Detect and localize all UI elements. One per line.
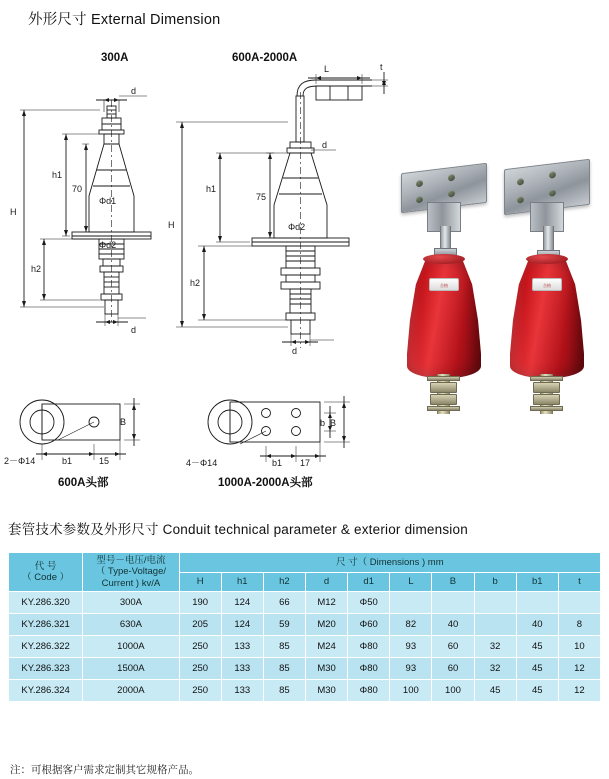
cell-t: 8 (558, 614, 600, 636)
cell-d1: Φ80 (348, 680, 390, 702)
spec-table-head (9, 553, 601, 592)
cell-t: 10 (558, 636, 600, 658)
cell-h1: 133 (221, 636, 263, 658)
cell-t: 12 (558, 680, 600, 702)
cell-t: 12 (558, 658, 600, 680)
product-photo-left (397, 150, 492, 415)
label-phi-d1: Φd1 (99, 196, 117, 206)
insulator-top-ring (526, 254, 568, 264)
drawing-caption-600a-head: 600A头部 (58, 477, 109, 489)
cell-t (558, 592, 600, 614)
quality-badge: 合格 (532, 278, 562, 291)
label-L: L (324, 64, 330, 74)
header-d1: d1 (348, 572, 390, 592)
cell-d: M30 (305, 658, 347, 680)
label-b-1000a: b (320, 418, 326, 428)
cell-h1: 124 (221, 592, 263, 614)
cell-b: 32 (474, 658, 516, 680)
insulator-top-ring (423, 254, 465, 264)
cell-d1: Φ80 (348, 636, 390, 658)
cell-H: 250 (179, 680, 221, 702)
spec-table-wrap (8, 552, 601, 702)
plate-hole (549, 171, 556, 179)
insulator-body (407, 258, 481, 378)
cell-type: 1000A (83, 636, 179, 658)
header-H: H (179, 572, 221, 592)
header-type-line3: Current ) kv/A (101, 577, 161, 589)
cell-h2: 66 (263, 592, 305, 614)
cell-b1: 40 (516, 614, 558, 636)
label-b1-1000a: b1 (272, 458, 283, 468)
header-type-line1: 型号－电压/电流 (96, 555, 166, 566)
cell-d1: Φ80 (348, 658, 390, 680)
header-b: b (474, 572, 516, 592)
cell-code: KY.286.323 (9, 658, 83, 680)
cell-d: M24 (305, 636, 347, 658)
cell-L: 93 (390, 636, 432, 658)
cell-b: 32 (474, 636, 516, 658)
insulator-body (510, 258, 584, 378)
label-h2: h2 (31, 264, 42, 274)
cell-H: 250 (179, 636, 221, 658)
plate-hole (416, 180, 423, 188)
product-photo-group (395, 150, 600, 415)
cell-B (432, 592, 474, 614)
cell-H: 205 (179, 614, 221, 636)
plate-hole (517, 196, 524, 204)
cell-B: 60 (432, 658, 474, 680)
cell-B: 100 (432, 680, 474, 702)
label-h1: h1 (52, 170, 63, 180)
cell-H: 190 (179, 592, 221, 614)
cell-b (474, 592, 516, 614)
label-phi-d2: Φd2 (99, 240, 117, 250)
cell-L: 100 (390, 680, 432, 702)
label-70: 70 (72, 184, 83, 194)
cell-h1: 133 (221, 658, 263, 680)
cell-B: 40 (432, 614, 474, 636)
label-B-1000a: B (330, 418, 337, 428)
label-H-right: H (168, 220, 175, 230)
drawing-caption-300a: 300A (101, 52, 129, 64)
quality-badge: 合格 (429, 278, 459, 291)
cell-L (390, 592, 432, 614)
header-code (9, 553, 83, 592)
cell-L: 93 (390, 658, 432, 680)
label-15: 15 (99, 456, 110, 466)
cell-b1: 45 (516, 680, 558, 702)
cell-type: 1500A (83, 658, 179, 680)
table-header-row (9, 553, 601, 573)
label-H: H (10, 207, 17, 217)
header-code-line2: （ Code ） (22, 572, 70, 584)
cell-type: 300A (83, 592, 179, 614)
cell-b1: 45 (516, 658, 558, 680)
header-t: t (558, 572, 600, 592)
plate-hole (416, 196, 423, 204)
header-d: d (305, 572, 347, 592)
plate-hole (517, 178, 524, 186)
cell-h2: 59 (263, 614, 305, 636)
label-B-600a: B (120, 417, 127, 427)
label-h2-right: h2 (190, 278, 201, 288)
bottom-nut (430, 382, 457, 393)
product-photo-right (500, 150, 595, 415)
cell-code: KY.286.320 (9, 592, 83, 614)
header-L: L (390, 572, 432, 592)
cell-code: KY.286.324 (9, 680, 83, 702)
cell-code: KY.286.322 (9, 636, 83, 658)
washer (530, 376, 563, 381)
label-d-bottom: d (131, 325, 137, 335)
cell-h2: 85 (263, 680, 305, 702)
cell-h1: 124 (221, 614, 263, 636)
header-code-line1: 代 号 (34, 560, 57, 572)
washer (427, 376, 460, 381)
plate-hole (549, 189, 556, 197)
cell-b1 (516, 592, 558, 614)
label-b1-600a: b1 (62, 456, 73, 466)
cell-code: KY.286.321 (9, 614, 83, 636)
bottom-nut (430, 394, 457, 405)
cell-H: 250 (179, 658, 221, 680)
cell-B: 60 (432, 636, 474, 658)
table-row (9, 680, 601, 702)
cell-b1: 45 (516, 636, 558, 658)
label-4-phi14: 4－Φ14 (186, 458, 218, 468)
washer (530, 406, 563, 411)
label-h1-right: h1 (206, 184, 217, 194)
table-row (9, 592, 601, 614)
bottom-nut (533, 382, 560, 393)
header-h2: h2 (263, 572, 305, 592)
table-row (9, 658, 601, 680)
table-row (9, 614, 601, 636)
label-phi-d2-right: Φd2 (288, 222, 306, 232)
label-t: t (380, 62, 383, 72)
header-type (83, 553, 179, 592)
plate-hole (448, 190, 455, 198)
table-title: 套管技术参数及外形尺寸 Conduit technical parameter & exterior dimension (8, 522, 468, 537)
cell-d: M20 (305, 614, 347, 636)
insulator-cone (407, 258, 481, 378)
label-d-top: d (131, 86, 137, 96)
cell-b (474, 614, 516, 636)
header-B: B (432, 572, 474, 592)
cell-d1: Φ60 (348, 614, 390, 636)
header-h1: h1 (221, 572, 263, 592)
label-17: 17 (300, 458, 311, 468)
label-75: 75 (256, 192, 267, 202)
header-type-line2: （ Type-Voltage/ (95, 566, 167, 578)
bottom-nut (533, 394, 560, 405)
cell-d: M12 (305, 592, 347, 614)
drawing-caption-600a-2000a: 600A-2000A (232, 52, 298, 64)
header-b1: b1 (516, 572, 558, 592)
insulator-cone (510, 258, 584, 378)
header-dimensions: 尺 寸（ Dimensions ) mm (179, 553, 600, 573)
cell-h2: 85 (263, 658, 305, 680)
cell-h2: 85 (263, 636, 305, 658)
cell-L: 82 (390, 614, 432, 636)
label-2-phi14: 2－Φ14 (4, 456, 36, 466)
footnote: 注：可根据客户需求定制其它规格产品。 (10, 764, 199, 776)
cell-type: 2000A (83, 680, 179, 702)
spec-table (8, 552, 601, 702)
cell-d: M30 (305, 680, 347, 702)
cell-b: 45 (474, 680, 516, 702)
page-title: 外形尺寸 External Dimension (28, 12, 221, 28)
label-d-bottom-right: d (292, 346, 298, 356)
cell-d1: Φ50 (348, 592, 390, 614)
cell-type: 630A (83, 614, 179, 636)
plate-hole (448, 174, 455, 182)
table-row (9, 636, 601, 658)
cell-h1: 133 (221, 680, 263, 702)
washer (427, 406, 460, 411)
spec-table-body (9, 592, 601, 702)
drawing-caption-1000a-head: 1000A-2000A头部 (218, 477, 313, 489)
label-d-right: d (322, 140, 328, 150)
